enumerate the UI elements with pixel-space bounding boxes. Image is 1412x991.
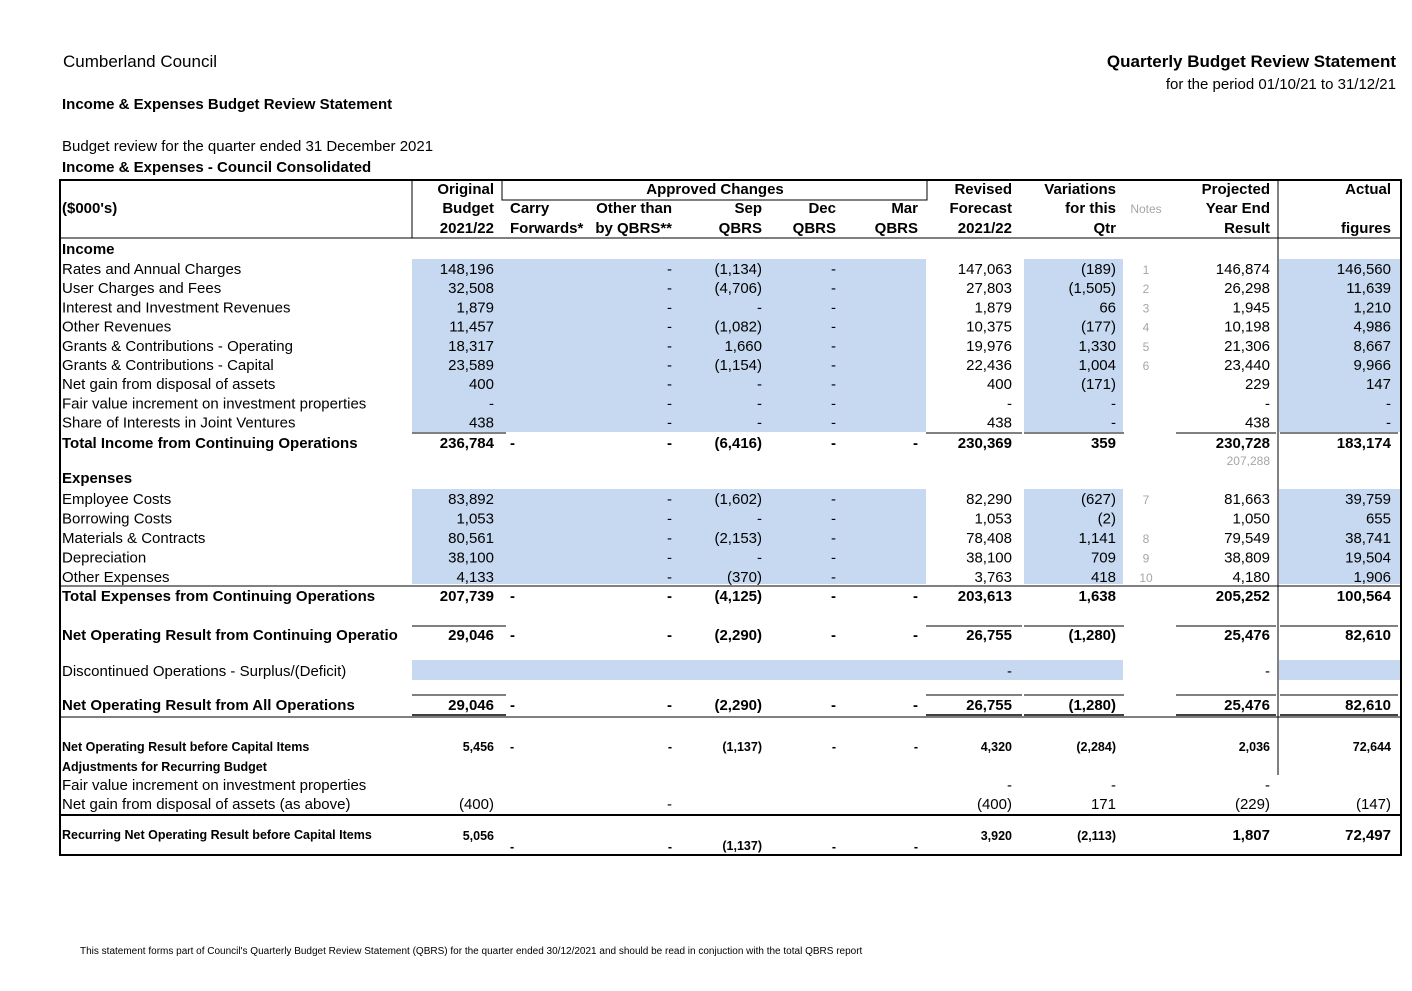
value-cell: - [667,510,672,528]
value-cell: - [510,697,515,714]
value-cell: - [1265,777,1270,794]
value-cell: 207,739 [439,588,494,605]
value-cell: 10,198 [1224,318,1270,336]
value-cell: 438 [1244,414,1270,432]
value-cell: 359 [1090,435,1116,452]
income-row-label: Grants & Contributions - Operating [62,337,293,355]
value-cell: - [831,395,836,413]
income-row-label: Net gain from disposal of assets [62,376,276,394]
value-cell: (627) [1080,491,1116,508]
value-cell: - [667,549,672,567]
value-cell: 1,879 [456,299,494,317]
table-subtitle: Income & Expenses - Council Consolidated [62,159,372,176]
value-cell: 66 [1099,299,1116,317]
value-cell: 4,986 [1353,318,1391,336]
value-cell: - [831,588,836,605]
value-cell: - [1265,395,1270,413]
value-cell: (1,137) [722,740,762,754]
value-cell: - [667,280,672,298]
value-cell: - [1007,777,1012,794]
income-row-label: Other Revenues [62,318,172,336]
income-row-label: Interest and Investment Revenues [62,299,291,317]
value-cell: 236,784 [439,435,494,452]
value-cell: - [831,627,836,644]
value-cell: 418 [1090,569,1116,586]
value-cell: 83,892 [448,491,494,508]
value-cell: 22,436 [966,357,1012,374]
value-cell: 229 [1244,376,1270,394]
value-cell: 25,476 [1224,697,1270,714]
value-cell: 18,317 [448,337,494,355]
value-cell: 38,100 [448,549,494,567]
value-cell: - [757,414,762,432]
value-cell: 1,945 [1232,299,1270,317]
value-cell: (147) [1355,796,1391,813]
council-name: Cumberland Council [63,52,218,71]
value-cell: (177) [1080,318,1116,336]
value-cell: - [831,697,836,714]
value-cell: 4,320 [980,740,1012,754]
value-cell: (6,416) [714,435,762,452]
expense-row-label: Borrowing Costs [62,510,173,528]
value-cell: 230,369 [957,435,1012,452]
value-cell: 38,741 [1345,530,1391,547]
highlight-discontinued-actual [1279,660,1400,680]
column-header: 2021/22 [957,220,1012,237]
column-header: Year End [1205,200,1270,217]
value-cell: - [667,261,672,278]
value-cell: 146,560 [1336,261,1391,278]
value-cell: 72,644 [1352,740,1391,754]
income-row-label: User Charges and Fees [62,280,222,298]
value-cell: (2,284) [1076,740,1116,754]
value-cell: 146,874 [1215,261,1270,278]
value-cell: - [667,588,672,605]
footer-note: This statement forms part of Council's Quarterly Budget Review Statement (QBRS) for the quarter ended 30/12/2021 and should be read in conjuction with the total QBRS report [80,946,863,957]
note-ref: 10 [1139,571,1153,585]
value-cell: - [831,280,836,298]
value-cell: - [667,357,672,374]
value-cell: 148,196 [439,261,494,278]
value-cell: - [831,299,836,317]
value-cell: - [831,510,836,528]
value-cell: 438 [468,414,494,432]
income-row-label: Grants & Contributions - Capital [62,357,274,374]
value-cell: 1,210 [1353,299,1391,317]
value-cell: 655 [1365,510,1391,528]
value-cell: (171) [1080,376,1116,394]
value-cell: - [831,530,836,547]
value-cell: (4,706) [714,280,762,298]
value-cell: 19,976 [966,337,1012,355]
column-header: QBRS [718,220,762,237]
value-cell: - [831,376,836,394]
column-header: Other than [596,200,672,217]
value-cell: - [831,414,836,432]
value-cell: 9,966 [1353,357,1391,374]
value-cell: 5,456 [462,740,494,754]
value-cell: 400 [468,376,494,394]
value-cell: 39,759 [1345,491,1391,508]
value-cell: - [1007,663,1012,680]
column-header: Budget [442,200,494,217]
value-cell: 230,728 [1215,435,1270,452]
value-cell: - [667,569,672,586]
value-cell: 21,306 [1224,337,1270,355]
total-income-label: Total Income from Continuing Operations [62,435,358,452]
value-cell: (1,602) [714,491,762,508]
review-line: Budget review for the quarter ended 31 December 2021 [62,138,434,155]
value-cell: 1,330 [1078,337,1116,355]
value-cell: 26,298 [1224,280,1270,298]
value-cell: - [757,395,762,413]
value-cell: 1,053 [456,510,494,528]
units-label: ($000's) [62,200,118,217]
value-cell: - [913,840,918,854]
note-ref: 9 [1142,551,1150,566]
value-cell: 171 [1090,796,1116,813]
value-cell: (2,290) [714,627,762,644]
value-cell: 79,549 [1224,530,1270,547]
value-cell: (370) [726,569,762,586]
value-cell: - [667,376,672,394]
column-header: Sep [734,200,762,217]
value-cell: (229) [1234,796,1270,813]
column-header: figures [1340,220,1391,237]
value-cell: - [667,435,672,452]
column-header: by QBRS** [595,220,672,237]
value-cell: - [913,588,918,605]
value-cell: - [667,318,672,336]
value-cell: (1,134) [714,261,762,278]
income-row-label: Rates and Annual Charges [62,261,242,278]
value-cell: - [831,740,836,754]
value-cell: 26,755 [966,697,1012,714]
value-cell: 38,809 [1224,549,1270,567]
qbrs-title: Quarterly Budget Review Statement [1106,52,1396,71]
value-cell: 80,561 [448,530,494,547]
value-cell: 82,610 [1345,697,1391,714]
column-header: Notes [1130,202,1162,216]
expenses-heading: Expenses [62,470,133,487]
value-cell: - [667,627,672,644]
value-cell: - [831,569,836,586]
value-cell: 183,174 [1336,435,1391,452]
value-cell: - [1111,395,1116,413]
value-cell: (1,505) [1068,280,1116,298]
value-cell: - [667,840,672,854]
value-cell: - [667,530,672,547]
income-row-label: Share of Interests in Joint Ventures [62,414,296,432]
value-cell: - [831,491,836,508]
note-ref: 1 [1142,263,1150,277]
value-cell: - [1386,395,1391,413]
value-cell: 25,476 [1224,627,1270,644]
value-cell: (1,280) [1068,627,1116,644]
value-cell: 72,497 [1345,827,1391,844]
value-cell: 4,180 [1232,569,1270,586]
value-cell: - [510,627,515,644]
discontinued-label: Discontinued Operations - Surplus/(Deficit) [62,663,347,680]
value-cell: - [1265,663,1270,680]
value-cell: 10,375 [966,318,1012,336]
value-cell: - [510,435,515,452]
value-cell: (400) [458,796,494,813]
value-cell: - [913,627,918,644]
value-cell: - [667,697,672,714]
value-cell: - [831,261,836,278]
column-header: Dec [808,200,836,217]
note-ref: 5 [1142,339,1150,354]
value-cell: (2) [1097,510,1116,528]
column-header: QBRS [874,220,918,237]
column-header: Qtr [1093,220,1116,237]
value-cell: - [489,395,494,413]
column-header: Forecast [949,200,1012,217]
column-header: Variations [1044,181,1116,198]
value-cell: - [667,414,672,432]
value-cell: - [831,357,836,374]
value-cell: 82,610 [1345,627,1391,644]
value-cell: 1,906 [1353,569,1391,586]
column-header: QBRS [792,220,836,237]
value-cell: 32,508 [448,280,494,298]
recurring-label: Recurring Net Operating Result before Capital Items [62,828,372,842]
period-line: for the period 01/10/21 to 31/12/21 [1165,76,1396,93]
value-cell: - [1111,777,1116,794]
value-cell: 8,667 [1353,337,1391,355]
net-all-label: Net Operating Result from All Operations [62,697,355,714]
expense-row-label: Other Expenses [62,569,170,586]
value-cell: - [510,840,515,854]
value-cell: - [831,549,836,567]
value-cell: - [667,337,672,355]
column-header: Projected [1201,181,1270,198]
value-cell: 1,004 [1078,357,1116,374]
column-header: Original [437,181,494,198]
value-cell: - [667,395,672,413]
note-ref: 2 [1142,282,1150,297]
expense-row-label: Materials & Contracts [62,530,206,547]
value-cell: 29,046 [448,697,494,714]
statement-title: Income & Expenses Budget Review Statement [62,96,393,113]
value-cell: 1,660 [724,337,762,355]
value-cell: 1,807 [1232,827,1270,844]
value-cell: 147,063 [957,261,1012,278]
value-cell: 709 [1090,549,1116,567]
value-cell: 26,755 [966,627,1012,644]
value-cell: 1,141 [1078,530,1116,547]
value-cell: 3,763 [974,569,1012,586]
adj-gain-label: Net gain from disposal of assets (as above) [62,796,351,813]
column-header: Carry [510,200,550,217]
faint-note: 207,288 [1226,454,1270,468]
note-ref: 4 [1142,320,1150,335]
column-header: for this [1065,200,1116,217]
net-continuing-label: Net Operating Result from Continuing Operatio [62,627,398,644]
note-ref: 6 [1142,359,1150,373]
value-cell: - [510,588,515,605]
value-cell: 27,803 [966,280,1012,298]
value-cell: 205,252 [1215,588,1270,605]
expense-row-label: Depreciation [62,549,147,567]
value-cell: - [913,435,918,452]
value-cell: 82,290 [966,491,1012,508]
value-cell: 19,504 [1345,549,1391,567]
value-cell: (189) [1080,261,1116,278]
value-cell: 23,440 [1224,357,1270,374]
value-cell: 1,638 [1078,588,1116,605]
expense-row-label: Employee Costs [62,491,172,508]
value-cell: (1,280) [1068,697,1116,714]
value-cell: - [757,549,762,567]
column-header: Mar [891,200,918,217]
value-cell: 438 [986,414,1012,432]
approved-changes-label: Approved Changes [646,181,784,198]
adj-fair-label: Fair value increment on investment properties [62,777,367,794]
value-cell: 38,100 [966,549,1012,567]
value-cell: 78,408 [966,530,1012,547]
value-cell: 5,056 [462,829,494,843]
value-cell: - [757,376,762,394]
value-cell: 11,457 [449,318,494,336]
column-header: Result [1224,220,1270,237]
value-cell: - [667,796,672,813]
value-cell: (400) [976,796,1012,813]
column-header: Actual [1345,181,1391,198]
value-cell: - [1007,395,1012,413]
value-cell: 100,564 [1336,588,1391,605]
column-header: Forwards* [510,220,584,237]
value-cell: - [831,337,836,355]
note-ref: 3 [1142,301,1150,316]
value-cell: (1,154) [714,357,762,374]
value-cell: 2,036 [1238,740,1270,754]
column-header: Revised [954,181,1012,198]
income-heading: Income [62,241,115,258]
value-cell: 203,613 [957,588,1012,605]
value-cell: 1,053 [974,510,1012,528]
value-cell: (1,082) [714,318,762,336]
value-cell: 147 [1365,376,1391,394]
column-header: 2021/22 [439,220,494,237]
value-cell: - [667,491,672,508]
value-cell: 4,133 [456,569,494,586]
value-cell: 11,639 [1346,280,1391,298]
value-cell: - [831,435,836,452]
value-cell: - [757,510,762,528]
highlight-discontinued [412,660,1123,680]
value-cell: - [667,740,672,754]
total-expenses-label: Total Expenses from Continuing Operations [62,588,376,605]
value-cell: (2,153) [714,530,762,547]
value-cell: - [667,299,672,317]
note-ref: 7 [1142,493,1150,507]
value-cell: (4,125) [714,588,762,605]
value-cell: 1,879 [974,299,1012,317]
value-cell: - [913,697,918,714]
value-cell: 81,663 [1224,491,1270,508]
value-cell: (2,113) [1077,829,1116,843]
value-cell: - [1111,414,1116,432]
value-cell: (2,290) [714,697,762,714]
value-cell: - [757,299,762,317]
value-cell: 3,920 [980,829,1012,843]
value-cell: - [913,740,918,754]
value-cell: - [510,740,515,754]
value-cell: - [831,840,836,854]
before-capital-label: Net Operating Result before Capital Items [62,740,310,754]
value-cell: (1,137) [722,839,762,853]
value-cell: 23,589 [448,357,494,374]
value-cell: 400 [986,376,1012,394]
value-cell: 1,050 [1232,510,1270,528]
adjust-heading: Adjustments for Recurring Budget [62,760,267,774]
value-cell: 29,046 [448,627,494,644]
income-row-label: Fair value increment on investment properties [62,395,367,413]
value-cell: - [1386,414,1391,432]
value-cell: - [831,318,836,336]
note-ref: 8 [1142,532,1150,546]
